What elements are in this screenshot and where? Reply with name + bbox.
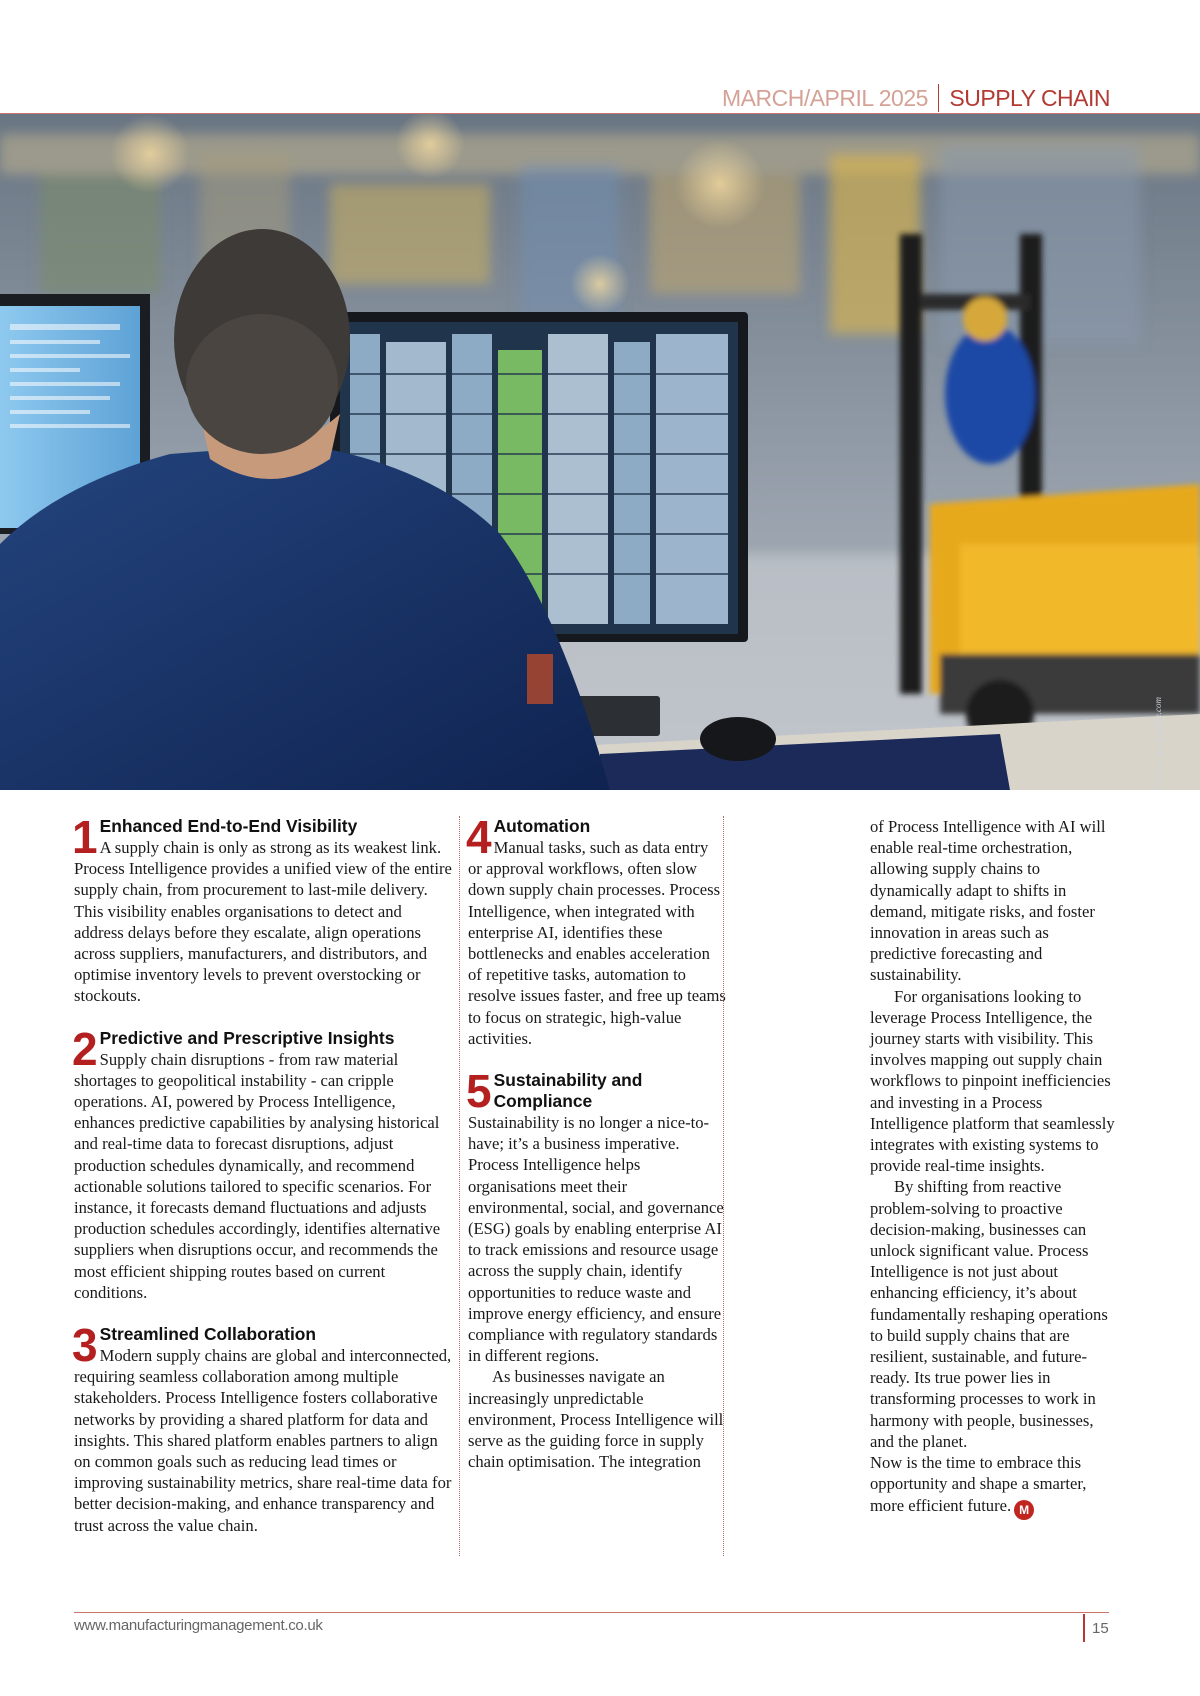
hero-photo	[0, 114, 1200, 790]
column-divider	[723, 816, 724, 1556]
item-title: Sustainability and Compliance	[493, 1070, 643, 1112]
item-number: 5	[466, 1065, 492, 1118]
item-title: Enhanced End-to-End Visibility	[99, 816, 358, 836]
closing-paragraph: As businesses navigate an increasingly unpredictable environment, Process Intelligence will serve as the guiding force in supply chain optimisation. The integration	[468, 1367, 724, 1472]
item-number: 4	[466, 811, 492, 863]
list-item	[466, 1065, 726, 1366]
item-number: 1	[72, 811, 98, 863]
item-body: Supply chain disruptions - from raw material shortages to geopolitical instability - can cripple operations. AI, powered by Process Intelligence, enhances predictive capabilities by analysing historical and real-time data to forecast disruptions, adjust production schedules dynamically, and recommend actionable solutions tailored to specific scenarios. For instance, it forecasts demand fluctuations and adjusts production schedules accordingly, identifies alternative suppliers when disruptions occur, and recommends the most efficient shipping routes based on current conditions.	[74, 1049, 441, 1302]
section-name: SUPPLY CHAIN	[949, 84, 1110, 111]
paragraph: By shifting from reactive problem-solving to proactive decision-making, businesses can unlock significant value. Process Intelligence is not just about enhancing efficiency, it’s about fundamentally reshaping operations to build supply chains that are resilient, sustainable, and future-ready. Its true power lies in transforming processes to work in harmony with people, businesses, and the planet.	[870, 1177, 1108, 1451]
list-item	[72, 811, 452, 1007]
header-divider	[938, 84, 940, 112]
list-item	[466, 811, 726, 1049]
footer-url[interactable]: www.manufacturingmanagement.co.uk	[74, 1617, 323, 1634]
item-title: Predictive and Prescriptive Insights	[99, 1027, 395, 1048]
column-3	[870, 816, 1118, 1520]
item-title: Streamlined Collaboration	[99, 1324, 317, 1345]
column-divider	[459, 816, 460, 1556]
footer-divider	[1083, 1614, 1085, 1642]
item-body: Modern supply chains are global and interconnected, requiring seamless collaboration among multiple stakeholders. Process Intelligence fosters collaborative networks by providing a shared platform for data and insights. This shared platform enables partners to align on common goals such as reducing lead times or improving sustainability metrics, share real-time data for better decision-making, and enhance transparency and trust across the value chain.	[74, 1346, 452, 1535]
issue-date: MARCH/APRIL 2025	[722, 84, 928, 111]
end-mark-icon: M	[1014, 1500, 1034, 1520]
column-1	[72, 811, 452, 1557]
list-item	[72, 1022, 452, 1303]
paragraph-final	[870, 1452, 1118, 1519]
running-header	[722, 84, 1110, 112]
item-number: 3	[72, 1319, 98, 1372]
item-title: Automation	[493, 816, 591, 836]
warehouse-scene-illustration	[0, 114, 1200, 790]
item-body: Manual tasks, such as data entry or approval workflows, often slow down supply chain processes. Process Intelligence, when integrated with enterprise AI, identifies these bottlenecks and enables acceleration of repetitive tasks, automation to resolve issues faster, and free up teams to focus on strategic, high-value activities.	[468, 838, 726, 1048]
column-2	[466, 811, 726, 1472]
page-number: 15	[1092, 1620, 1109, 1637]
footer-rule	[74, 1612, 1109, 1613]
list-item	[72, 1319, 452, 1536]
paragraph: For organisations looking to leverage Process Intelligence, the journey starts with visibility. This involves mapping out supply chain workflows to pinpoint inefficiencies and investing in a Process Intelligence platform that seamlessly integrates with existing systems to provide real-time insights.	[870, 986, 1115, 1176]
final-sentence: Now is the time to embrace this opportunity and shape a smarter, more efficient future.	[870, 1453, 1087, 1515]
item-body: A supply chain is only as strong as its weakest link. Process Intelligence provides a unified view of the entire supply chain, from procurement to last-mile delivery. This visibility enables organisations to detect and address delays before they escalate, align operations across suppliers, manufacturers, and distributors, and optimise inventory levels to prevent overstocking or stockouts.	[74, 838, 452, 1006]
item-number: 2	[72, 1022, 98, 1075]
paragraph: of Process Intelligence with AI will enable real-time orchestration, allowing supply chains to dynamically adapt to shifts in demand, mitigate risks, and foster innovation in areas such as predictive forecasting and sustainability.	[870, 817, 1106, 985]
photo-credit: Elmira | stock.adobe.com	[1153, 697, 1163, 789]
item-body: Sustainability is no longer a nice-to-have; it’s a business imperative. Process Intelligence helps organisations meet their environmental, social, and governance (ESG) goals by enabling enterprise AI to track emissions and resource usage across the supply chain, identify opportunities to reduce waste and improve energy efficiency, and ensure compliance with regulatory standards in different regions.	[468, 1113, 724, 1366]
